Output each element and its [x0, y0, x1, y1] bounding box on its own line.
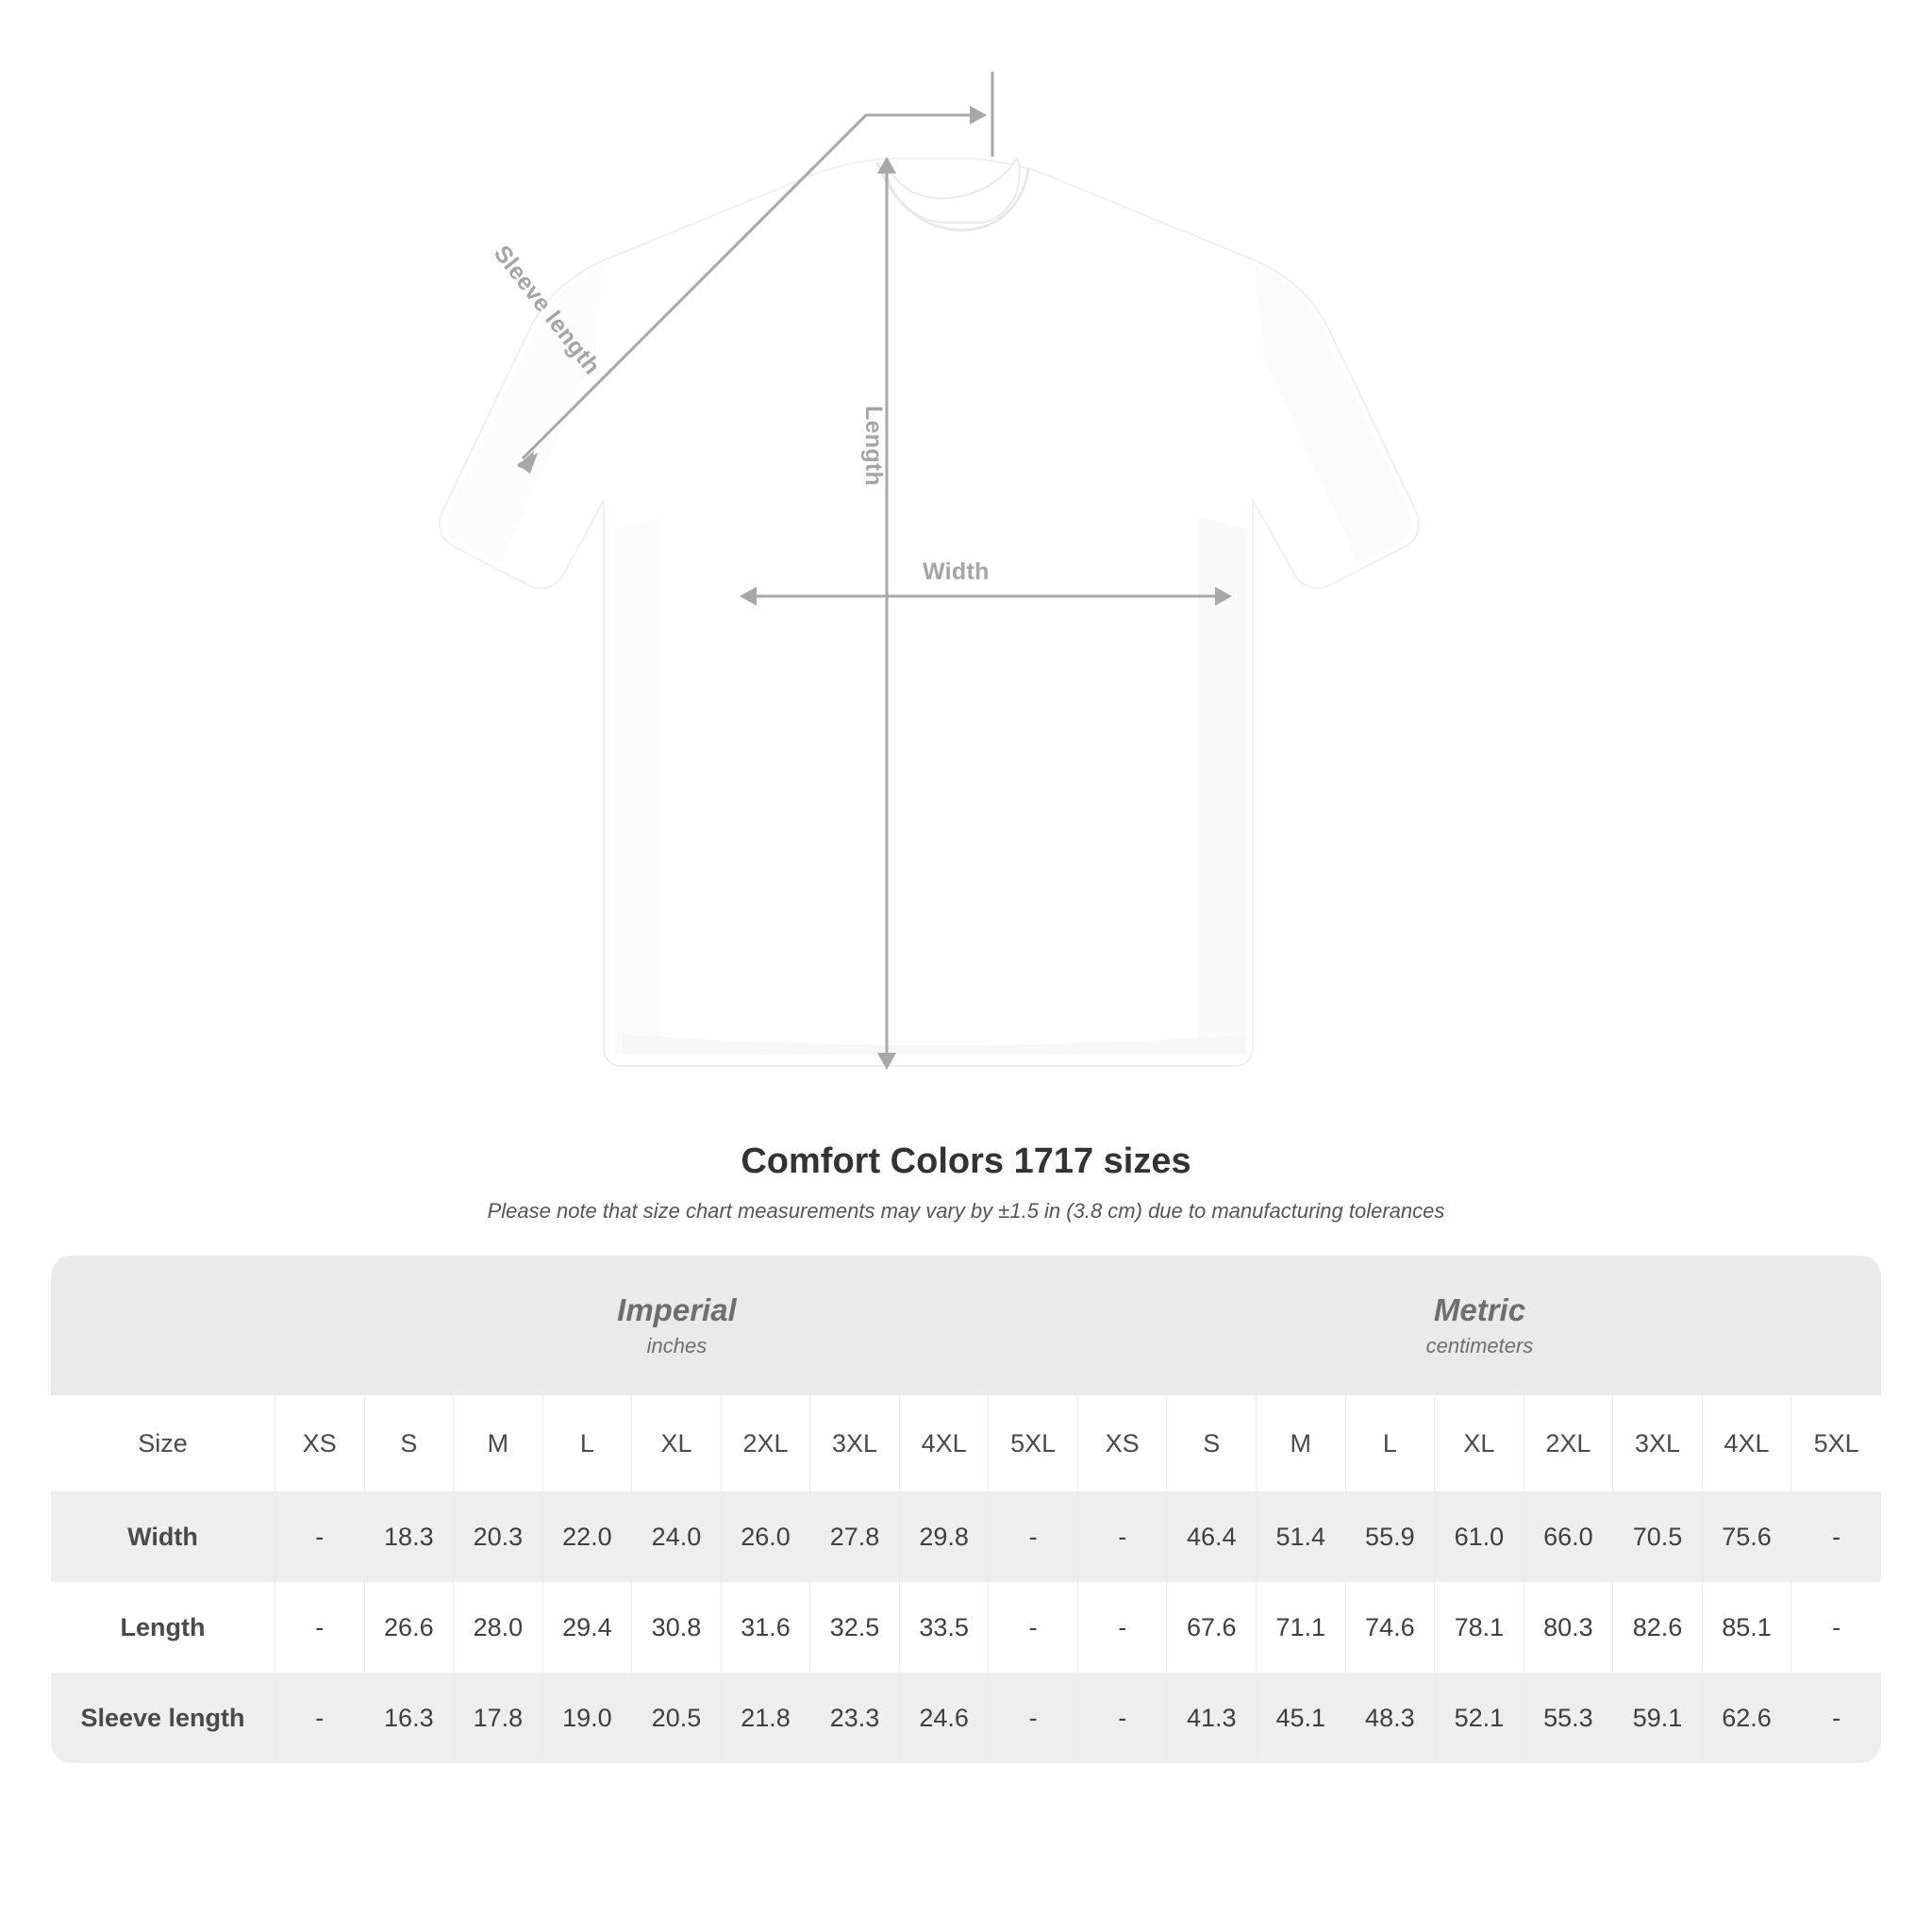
table-cell: 26.6: [365, 1582, 455, 1673]
row-label: Width: [51, 1491, 275, 1582]
row-label: Sleeve length: [51, 1673, 275, 1763]
table-row: [51, 1673, 1881, 1763]
table-cell: 22.0: [543, 1491, 633, 1582]
table-cell: 61.0: [1435, 1491, 1524, 1582]
table-cell: -: [989, 1582, 1078, 1673]
size-column-header: XL: [1435, 1395, 1524, 1491]
table-cell: -: [1078, 1582, 1168, 1673]
table-cell: -: [1078, 1491, 1168, 1582]
size-column-header: L: [543, 1395, 633, 1491]
size-column-header: 4XL: [900, 1395, 990, 1491]
table-cell: -: [1791, 1491, 1881, 1582]
unit-name-imperial: Imperial: [617, 1292, 737, 1328]
size-column-header: 5XL: [989, 1395, 1078, 1491]
table-cell: 29.8: [900, 1491, 990, 1582]
table-cell: 27.8: [810, 1491, 900, 1582]
size-column-header: M: [454, 1395, 543, 1491]
table-cell: 55.3: [1524, 1673, 1614, 1763]
table-cell: 51.4: [1257, 1491, 1346, 1582]
table-cell: 24.6: [900, 1673, 990, 1763]
table-cell: 41.3: [1167, 1673, 1257, 1763]
size-column-header: 3XL: [810, 1395, 900, 1491]
table-cell: 46.4: [1167, 1491, 1257, 1582]
table-cell: 70.5: [1613, 1491, 1703, 1582]
tshirt-shape: [440, 158, 1419, 1066]
table-cell: -: [1078, 1673, 1168, 1763]
table-cell: 82.6: [1613, 1582, 1703, 1673]
table-cell: 29.4: [543, 1582, 633, 1673]
table-cell: -: [989, 1491, 1078, 1582]
table-cell: 45.1: [1257, 1673, 1346, 1763]
table-cell: 48.3: [1346, 1673, 1436, 1763]
table-row: [51, 1582, 1881, 1673]
table-cell: 24.0: [632, 1491, 722, 1582]
table-cell: 78.1: [1435, 1582, 1524, 1673]
table-cell: 26.0: [722, 1491, 811, 1582]
size-column-header: 2XL: [722, 1395, 811, 1491]
label-length: Length: [860, 406, 887, 487]
size-table-wrapper: [51, 1256, 1881, 1763]
label-sleeve-length: Sleeve length: [488, 241, 606, 380]
size-column-header: M: [1257, 1395, 1346, 1491]
table-cell: 67.6: [1167, 1582, 1257, 1673]
size-column-header: 4XL: [1703, 1395, 1792, 1491]
tolerance-note: Please note that size chart measurements may vary by ±1.5 in (3.8 cm) due to manufacturing tolerances: [487, 1199, 1445, 1223]
unit-sub-imperial: inches: [646, 1333, 708, 1357]
table-cell: 33.5: [900, 1582, 990, 1673]
table-cell: 19.0: [543, 1673, 633, 1763]
row-label: Length: [51, 1582, 275, 1673]
table-cell: 20.3: [454, 1491, 543, 1582]
table-cell: 71.1: [1257, 1582, 1346, 1673]
size-column-header: 3XL: [1613, 1395, 1703, 1491]
table-cell: 66.0: [1524, 1491, 1614, 1582]
table-cell: 59.1: [1613, 1673, 1703, 1763]
table-cell: 17.8: [454, 1673, 543, 1763]
unit-header-metric: [1078, 1256, 1881, 1395]
table-cell: 85.1: [1703, 1582, 1792, 1673]
size-header-label: Size: [51, 1395, 275, 1491]
size-column-header: XL: [632, 1395, 722, 1491]
table-cell: 75.6: [1703, 1491, 1792, 1582]
size-column-header: L: [1346, 1395, 1436, 1491]
table-cell: 18.3: [365, 1491, 455, 1582]
table-cell: -: [275, 1491, 365, 1582]
unit-header-spacer: [51, 1256, 275, 1395]
table-cell: 62.6: [1703, 1673, 1792, 1763]
table-cell: 23.3: [810, 1673, 900, 1763]
table-cell: -: [1791, 1673, 1881, 1763]
unit-header-imperial: [275, 1256, 1078, 1395]
size-column-header: S: [1167, 1395, 1257, 1491]
size-column-header: XS: [275, 1395, 365, 1491]
size-header-row: [51, 1395, 1881, 1491]
chart-heading: [0, 1141, 1932, 1224]
page-title: Comfort Colors 1717 sizes: [741, 1141, 1191, 1181]
table-cell: 30.8: [632, 1582, 722, 1673]
size-column-header: XS: [1078, 1395, 1168, 1491]
table-cell: 20.5: [632, 1673, 722, 1763]
unit-sub-metric: centimeters: [1425, 1333, 1534, 1357]
table-cell: 52.1: [1435, 1673, 1524, 1763]
table-cell: -: [989, 1673, 1078, 1763]
table-cell: -: [275, 1673, 365, 1763]
label-width: Width: [923, 558, 990, 585]
table-cell: 80.3: [1524, 1582, 1614, 1673]
table-row: [51, 1491, 1881, 1582]
table-cell: 31.6: [722, 1582, 811, 1673]
table-cell: 55.9: [1346, 1491, 1436, 1582]
size-column-header: 5XL: [1791, 1395, 1881, 1491]
unit-name-metric: Metric: [1433, 1292, 1526, 1328]
table-cell: 28.0: [454, 1582, 543, 1673]
table-cell: 74.6: [1346, 1582, 1436, 1673]
table-cell: 16.3: [365, 1673, 455, 1763]
table-cell: 21.8: [722, 1673, 811, 1763]
unit-header-row: [51, 1256, 1881, 1395]
table-cell: 32.5: [810, 1582, 900, 1673]
size-column-header: S: [365, 1395, 455, 1491]
size-table: [51, 1256, 1881, 1763]
table-cell: -: [1791, 1582, 1881, 1673]
size-column-header: 2XL: [1524, 1395, 1614, 1491]
table-cell: -: [275, 1582, 365, 1673]
